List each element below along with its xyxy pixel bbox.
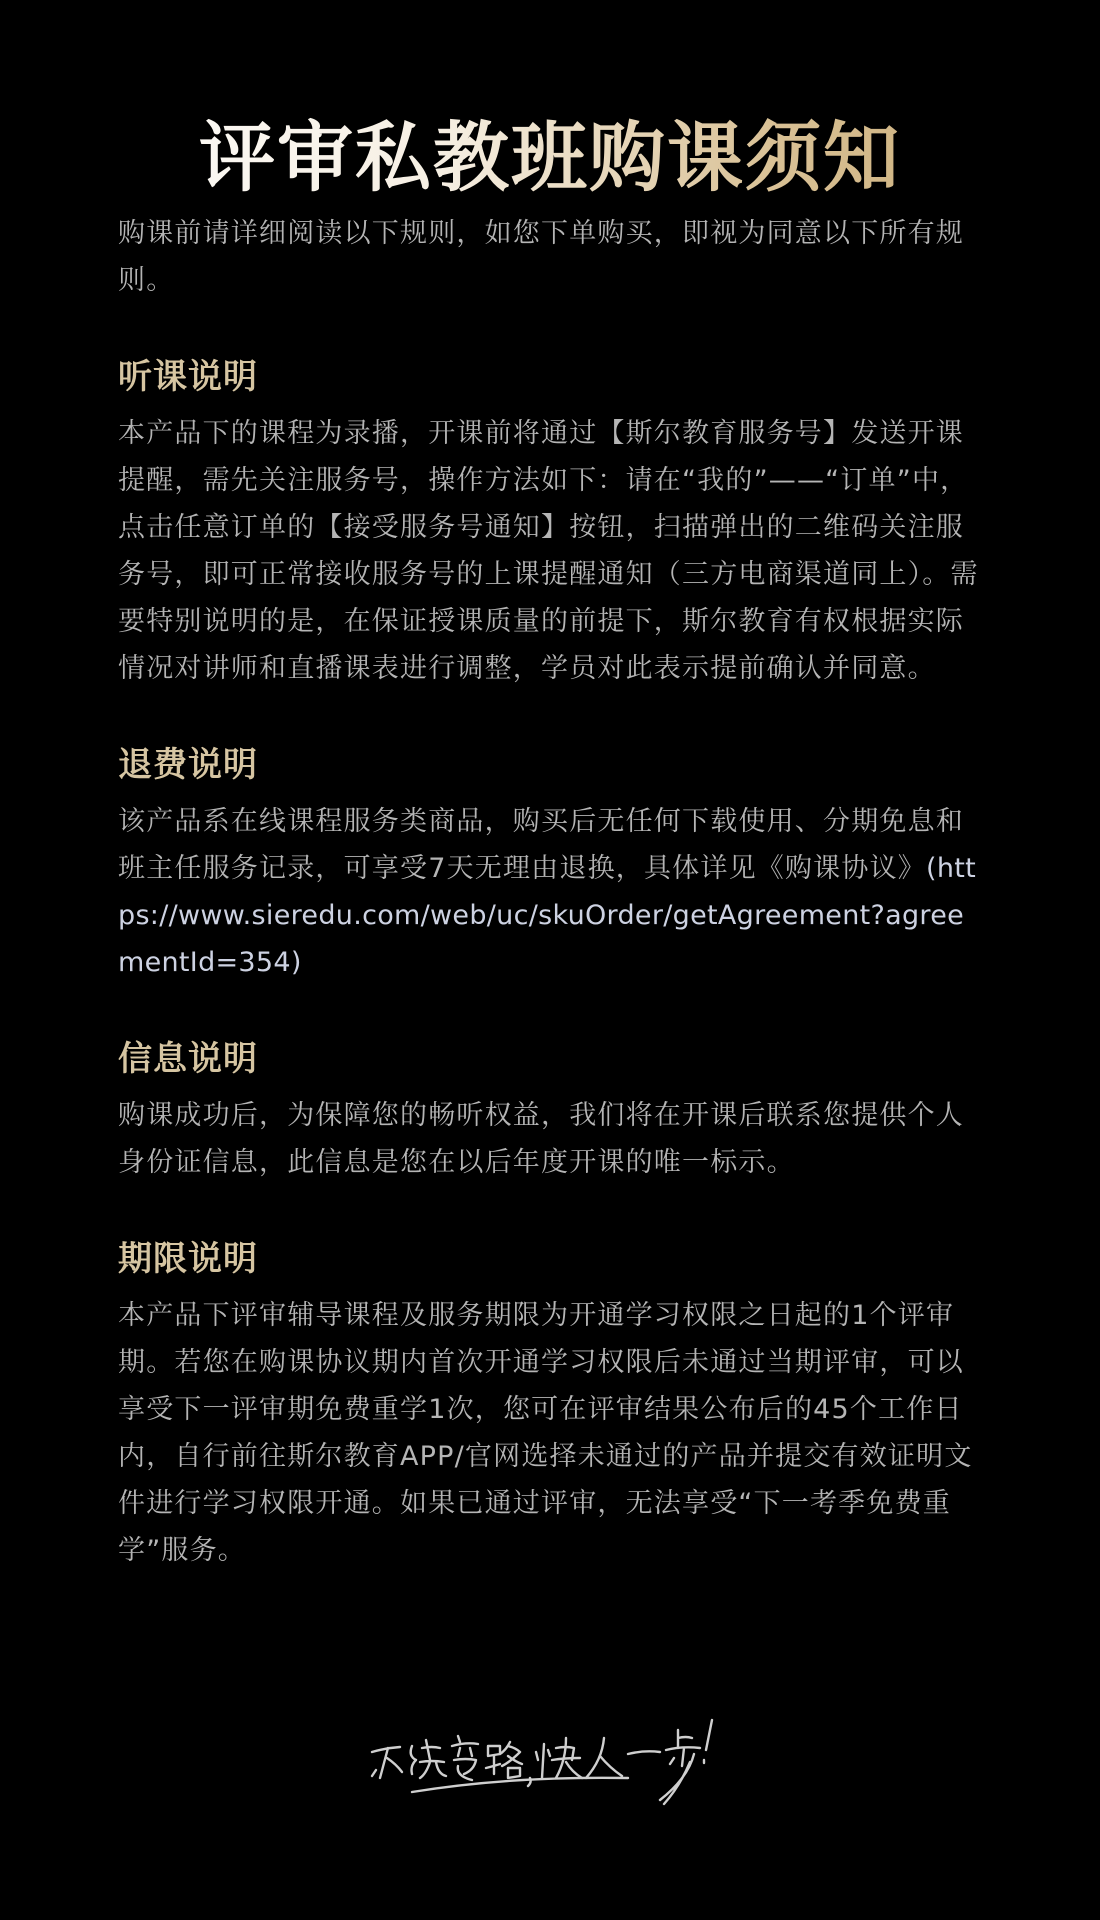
- section-title-refund: 退费说明: [118, 745, 258, 785]
- notice-content: [118, 210, 984, 1574]
- page-title: 评审私教班购课须知: [0, 113, 1100, 203]
- section-body-refund: [118, 798, 984, 986]
- refund-text: 该产品系在线课程服务类商品，购买后无任何下载使用、分期免息和班主任服务记录，可享受7天无理由退换，具体详见《购课协议》: [118, 806, 964, 884]
- section-term: [118, 1236, 984, 1574]
- section-body-term: 本产品下评审辅导课程及服务期限为开通学习权限之日起的1个评审期。若您在购课协议期内首次开通学习权限后未通过当期评审，可以享受下一评审期免费重学1次，您可在评审结果公布后的45个工作日内，自行前往斯尔教育APP/官网选择未通过的产品并提交有效证明文件进行学习权限开通。如果已通过评审，无法享受“下一考季免费重学”服务。: [118, 1300, 973, 1566]
- section-title-info: 信息说明: [118, 1039, 258, 1079]
- section-listening: [118, 354, 984, 692]
- agreement-link[interactable]: (https://www.sieredu.com/web/uc/skuOrder/getAgreement?agreementId=354): [118, 853, 977, 978]
- section-body-info: 购课成功后，为保障您的畅听权益，我们将在开课后联系您提供个人身份证信息，此信息是您在以后年度开课的唯一标示。: [118, 1100, 964, 1178]
- section-title-term: 期限说明: [118, 1239, 258, 1279]
- section-refund: [118, 742, 984, 986]
- section-title-listening: 听课说明: [118, 357, 258, 397]
- slogan-signature: [360, 1690, 750, 1810]
- section-body-listening: 本产品下的课程为录播，开课前将通过【斯尔教育服务号】发送开课提醒，需先关注服务号，操作方法如下：请在“我的”——“订单”中，点击任意订单的【接受服务号通知】按钮，扫描弹出的二维码关注服务号，即可正常接收服务号的上课提醒通知（三方电商渠道同上）。需要特别说明的是，在保证授课质量的前提下，斯尔教育有权根据实际情况对讲师和直播课表进行调整，学员对此表示提前确认并同意。: [118, 418, 979, 684]
- section-info: [118, 1036, 984, 1186]
- signature-graphic: [360, 1690, 750, 1810]
- intro-text: 购课前请详细阅读以下规则，如您下单购买，即视为同意以下所有规则。: [118, 218, 964, 296]
